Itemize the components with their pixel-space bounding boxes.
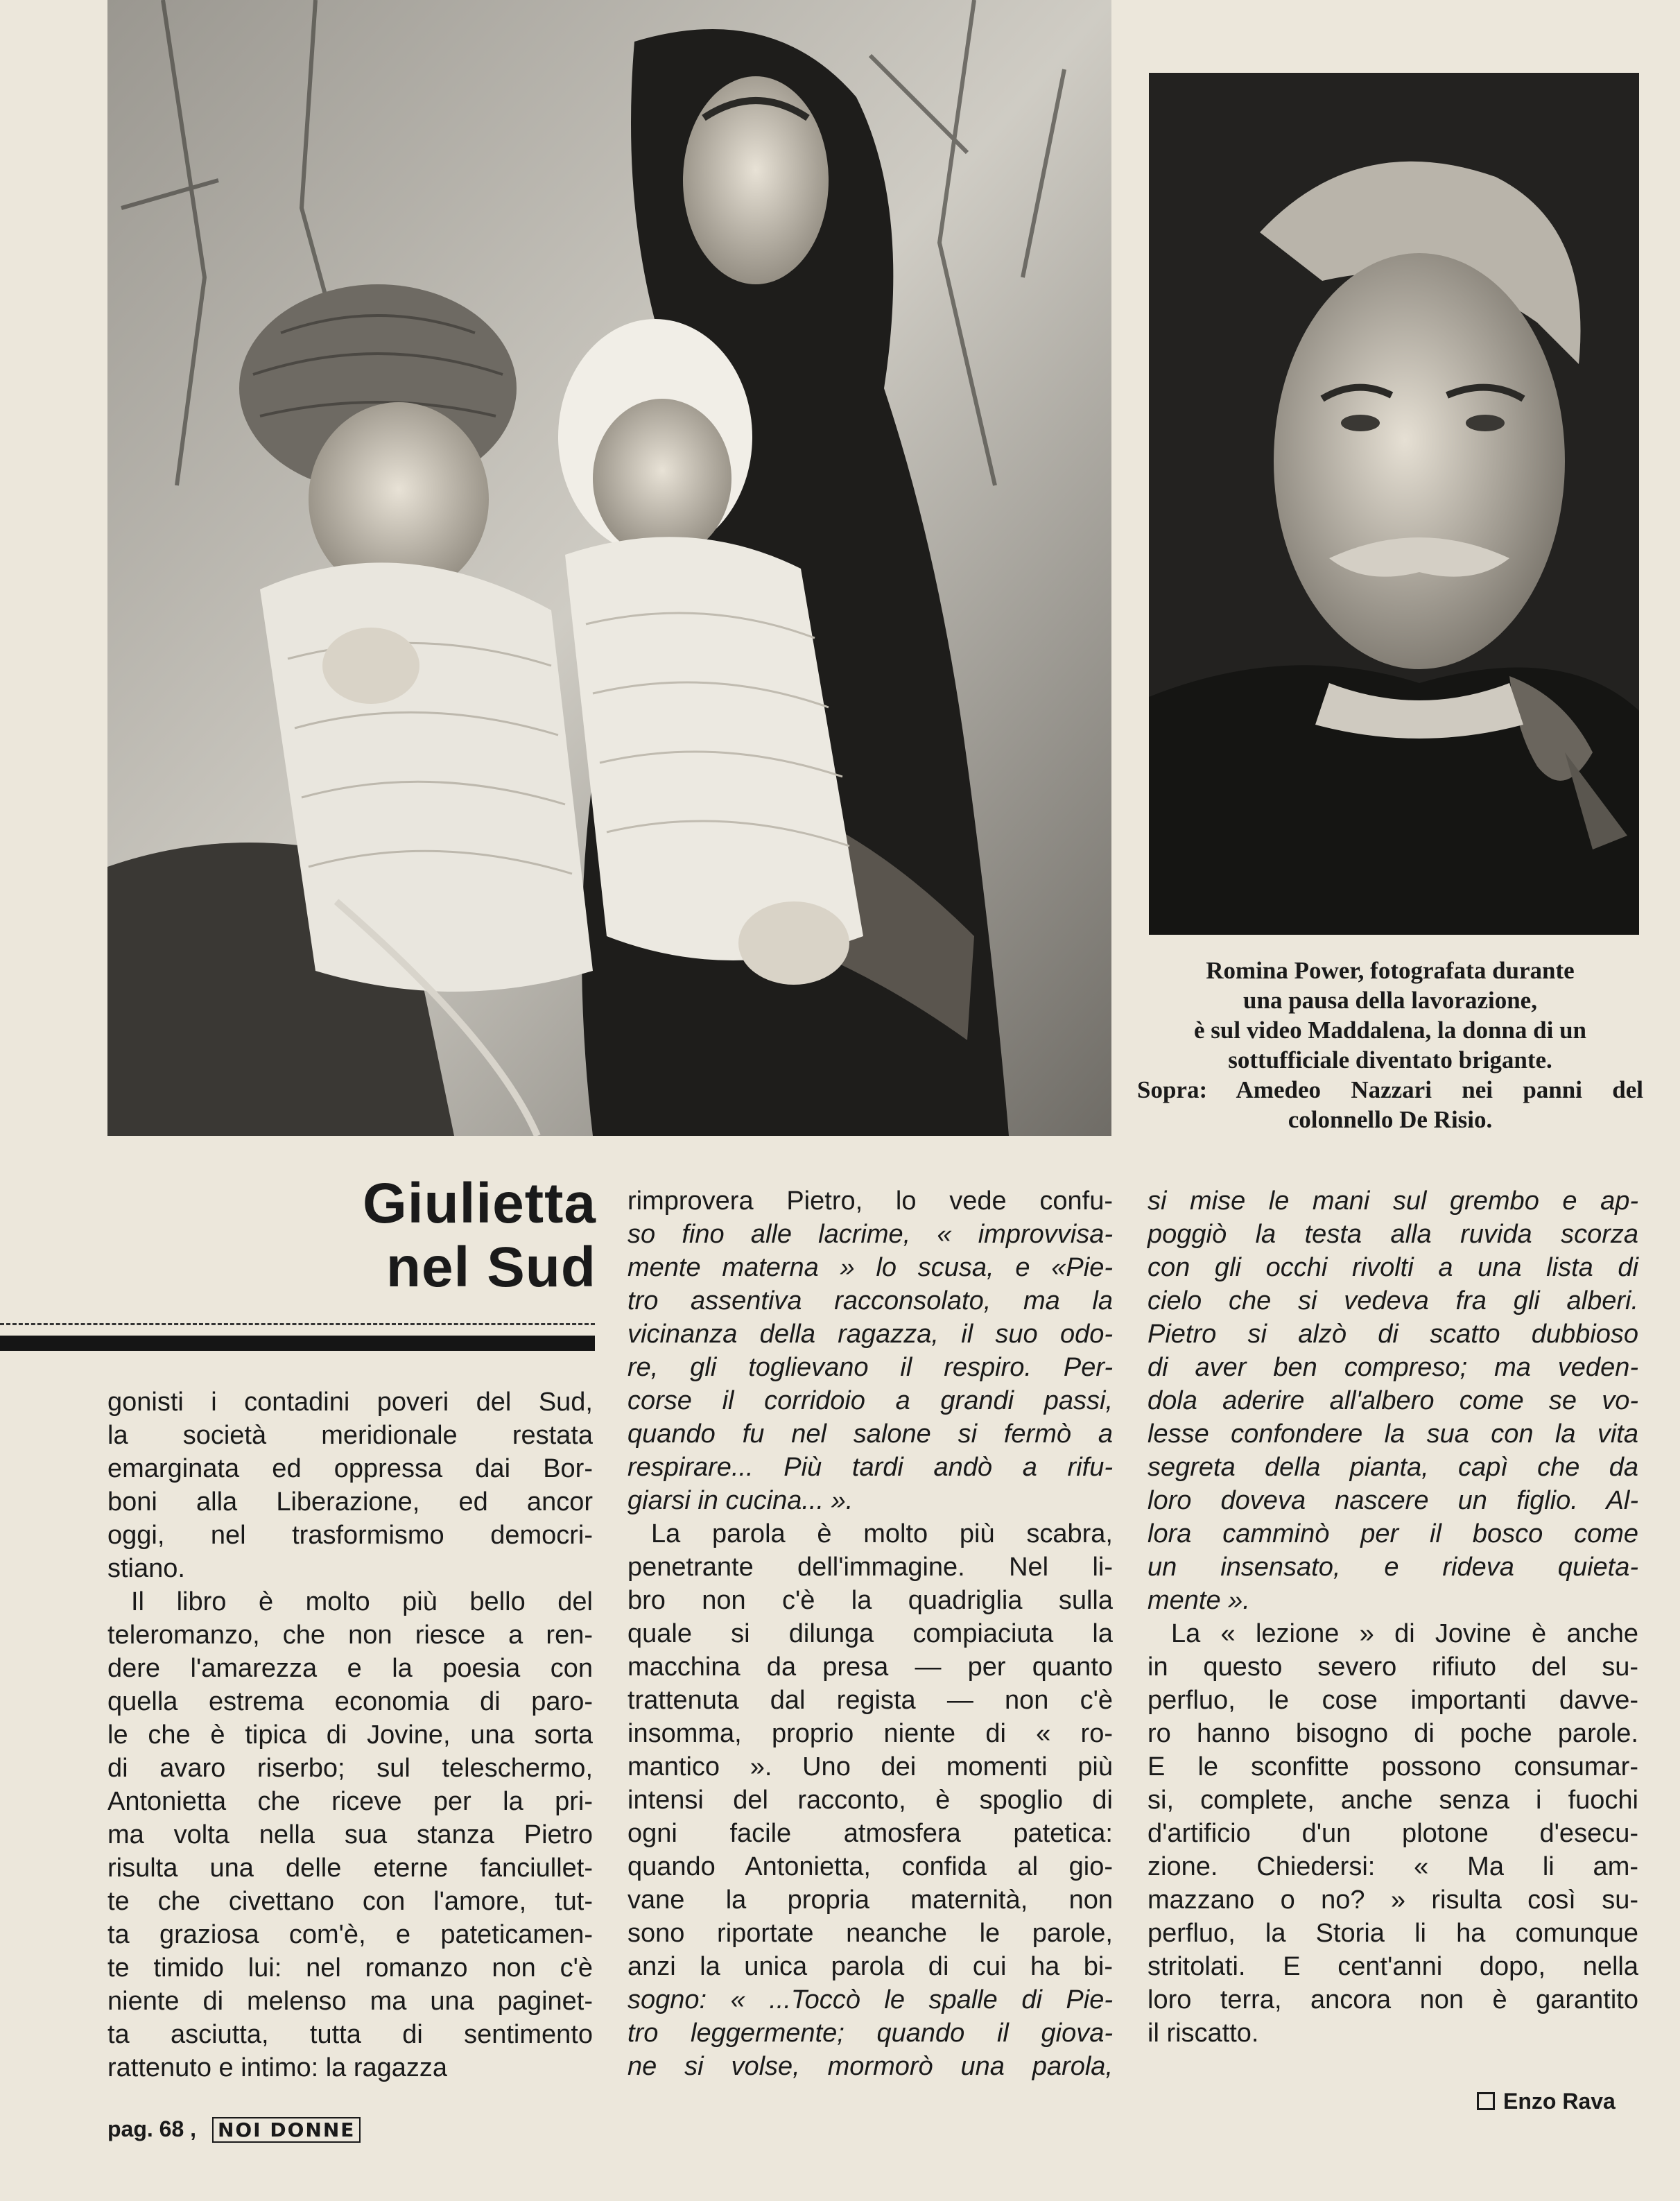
caption-line: sottufficiale diventato brigante.	[1228, 1046, 1552, 1073]
text-line: il riscatto.	[1148, 2019, 1259, 2048]
text-line: segreta della pianta, capì che da	[1148, 1453, 1638, 1482]
text-line: ro hanno bisogno di poche parole.	[1148, 1719, 1638, 1748]
headline-line-2: nel Sud	[386, 1236, 596, 1299]
page-number: pag. 68	[107, 2116, 184, 2141]
text-line: E le sconfitte possono consumar-	[1148, 1752, 1638, 1781]
text-line: anzi la unica parola di cui ha bi-	[627, 1952, 1113, 1981]
text-line: macchina da presa — per quanto	[627, 1652, 1113, 1682]
text-line: dere l'amarezza e la poesia con	[107, 1654, 593, 1683]
caption-line: Romina Power, fotografata durante	[1206, 957, 1575, 984]
text-line: vicinanza della ragazza, il suo odo-	[627, 1320, 1113, 1349]
text-line: rattenuto e intimo: la ragazza	[107, 2053, 448, 2082]
text-line: di aver ben compreso; ma veden-	[1148, 1353, 1638, 1382]
text-column-3	[1148, 1184, 1638, 2050]
photo-caption	[1137, 956, 1643, 1134]
author-byline	[1477, 2089, 1616, 2114]
text-line: la società meridionale restata	[107, 1421, 593, 1450]
text-line: Antonietta che riceve per la pri-	[107, 1787, 593, 1816]
article-headline	[291, 1172, 596, 1300]
text-line: lesse confondere la sua con la vita	[1148, 1419, 1638, 1449]
text-line: mente materna » lo scusa, e «Pie-	[627, 1253, 1113, 1282]
text-line: trattenuta dal regista — non c'è	[627, 1686, 1113, 1715]
text-line: Il libro è molto più bello del	[131, 1587, 593, 1616]
text-line: giarsi in cucina... ».	[627, 1486, 854, 1515]
text-line: con gli occhi rivolti a una lista di	[1148, 1253, 1638, 1282]
text-column-2	[627, 1184, 1113, 2083]
page-footer	[107, 2116, 361, 2143]
text-line: poggiò la testa alla ruvida scorza	[1148, 1220, 1638, 1249]
text-line: zione. Chiedersi: « Ma li am-	[1148, 1852, 1638, 1881]
photo-main-illustration	[107, 0, 1111, 1136]
text-line: insomma, proprio niente di « ro-	[627, 1719, 1113, 1748]
text-line: stritolati. E cent'anni dopo, nella	[1148, 1952, 1638, 1981]
text-line: vane la propria maternità, non	[627, 1885, 1113, 1915]
text-line: ma volta nella sua stanza Pietro	[107, 1820, 593, 1849]
text-line: quella estrema economia di paro-	[107, 1687, 593, 1716]
text-line: quando Antonietta, confida al gio-	[627, 1852, 1113, 1881]
text-line: mazzano o no? » risulta così su-	[1148, 1885, 1638, 1915]
text-line: gonisti i contadini poveri del Sud,	[107, 1388, 593, 1417]
text-line: di avaro riserbo; sul teleschermo,	[107, 1754, 593, 1783]
text-line: dola aderire all'albero come se vo-	[1148, 1386, 1638, 1415]
text-line: loro doveva nascere un figlio. Al-	[1148, 1486, 1638, 1515]
text-line: ta asciutta, tutta di sentimento	[107, 2020, 593, 2049]
text-line: tro leggermente; quando il giova-	[627, 2019, 1113, 2048]
text-line: La parola è molto più scabra,	[651, 1519, 1113, 1548]
text-line: stiano.	[107, 1554, 185, 1583]
text-line: cielo che si vedeva fra gli alberi.	[1148, 1286, 1638, 1315]
text-column-1	[107, 1386, 593, 2085]
text-line: bro non c'è la quadriglia sulla	[627, 1586, 1113, 1615]
text-line: te timido lui: nel romanzo non c'è	[107, 1953, 593, 1983]
headline-rule-thick	[0, 1336, 595, 1351]
text-line: un insensato, e rideva quieta-	[1148, 1553, 1638, 1582]
text-line: La « lezione » di Jovine è anche	[1171, 1619, 1638, 1648]
text-line: in questo severo rifiuto del su-	[1148, 1652, 1638, 1682]
caption-line: colonnello De Risio.	[1288, 1106, 1493, 1133]
text-line: corse il corridoio a grandi passi,	[627, 1386, 1113, 1415]
text-line: boni alla Liberazione, ed ancor	[107, 1487, 593, 1517]
text-line: lora camminò per il bosco come	[1148, 1519, 1638, 1548]
text-line: mente ».	[1148, 1586, 1250, 1615]
text-line: Pietro si alzò di scatto dubbioso	[1148, 1320, 1638, 1349]
text-line: oggi, nel trasformismo democri-	[107, 1521, 593, 1550]
text-line: quale si dilunga compiaciuta la	[627, 1619, 1113, 1648]
text-line: re, gli toglievano il respiro. Per-	[627, 1353, 1113, 1382]
text-line: sogno: « ...Toccò le spalle di Pie-	[627, 1985, 1113, 2014]
text-line: ogni facile atmosfera patetica:	[627, 1819, 1113, 1848]
text-line: perfluo, la Storia li ha comunque	[1148, 1919, 1638, 1948]
text-line: perfluo, le cose importanti davve-	[1148, 1686, 1638, 1715]
text-line: respirare... Più tardi andò a rifu-	[627, 1453, 1113, 1482]
text-line: rimprovera Pietro, lo vede confu-	[627, 1186, 1113, 1216]
author-name: Enzo Rava	[1503, 2089, 1616, 2114]
text-line: ne si volse, mormorò una parola,	[627, 2052, 1113, 2081]
text-line: ta graziosa com'è, e pateticamen-	[107, 1920, 593, 1949]
text-line: d'artificio d'un plotone d'esecu-	[1148, 1819, 1638, 1848]
text-line: mantico ». Uno dei momenti più	[627, 1752, 1113, 1781]
text-line: tro assentiva racconsolato, ma la	[627, 1286, 1113, 1315]
photo-romina-power-children	[107, 0, 1111, 1136]
text-line: te che civettano con l'amore, tut-	[107, 1887, 593, 1916]
photo-side-illustration	[1149, 73, 1639, 935]
caption-line: una pausa della lavorazione,	[1243, 987, 1537, 1014]
magazine-logo: NOI DONNE	[212, 2117, 361, 2143]
caption-line: Sopra: Amedeo Nazzari nei panni del	[1137, 1076, 1643, 1103]
text-line: quando fu nel salone si fermò a	[627, 1419, 1113, 1449]
text-line: le che è tipica di Jovine, una sorta	[107, 1720, 593, 1750]
caption-line: è sul video Maddalena, la donna di un	[1194, 1017, 1586, 1044]
headline-line-1: Giulietta	[362, 1172, 596, 1235]
text-line: si mise le mani sul grembo e ap-	[1148, 1186, 1638, 1216]
text-line: niente di melenso ma una paginet-	[107, 1987, 593, 2016]
text-line: sono riportate neanche le parole,	[627, 1919, 1113, 1948]
text-line: so fino alle lacrime, « improvvisa-	[627, 1220, 1113, 1249]
text-line: emarginata ed oppressa dai Bor-	[107, 1454, 593, 1483]
text-line: penetrante dell'immagine. Nel li-	[627, 1553, 1113, 1582]
text-line: loro terra, ancora non è garantito	[1148, 1985, 1638, 2014]
footer-separator: ,	[190, 2116, 197, 2141]
text-line: teleromanzo, che non riesce a ren-	[107, 1621, 593, 1650]
byline-box-icon	[1477, 2092, 1495, 2110]
photo-amedeo-nazzari	[1149, 73, 1639, 935]
headline-rule-thin	[0, 1323, 595, 1325]
text-line: risulta una delle eterne fanciullet-	[107, 1854, 593, 1883]
text-line: intensi del racconto, è spoglio di	[627, 1786, 1113, 1815]
text-line: si, complete, anche senza i fuochi	[1148, 1786, 1638, 1815]
